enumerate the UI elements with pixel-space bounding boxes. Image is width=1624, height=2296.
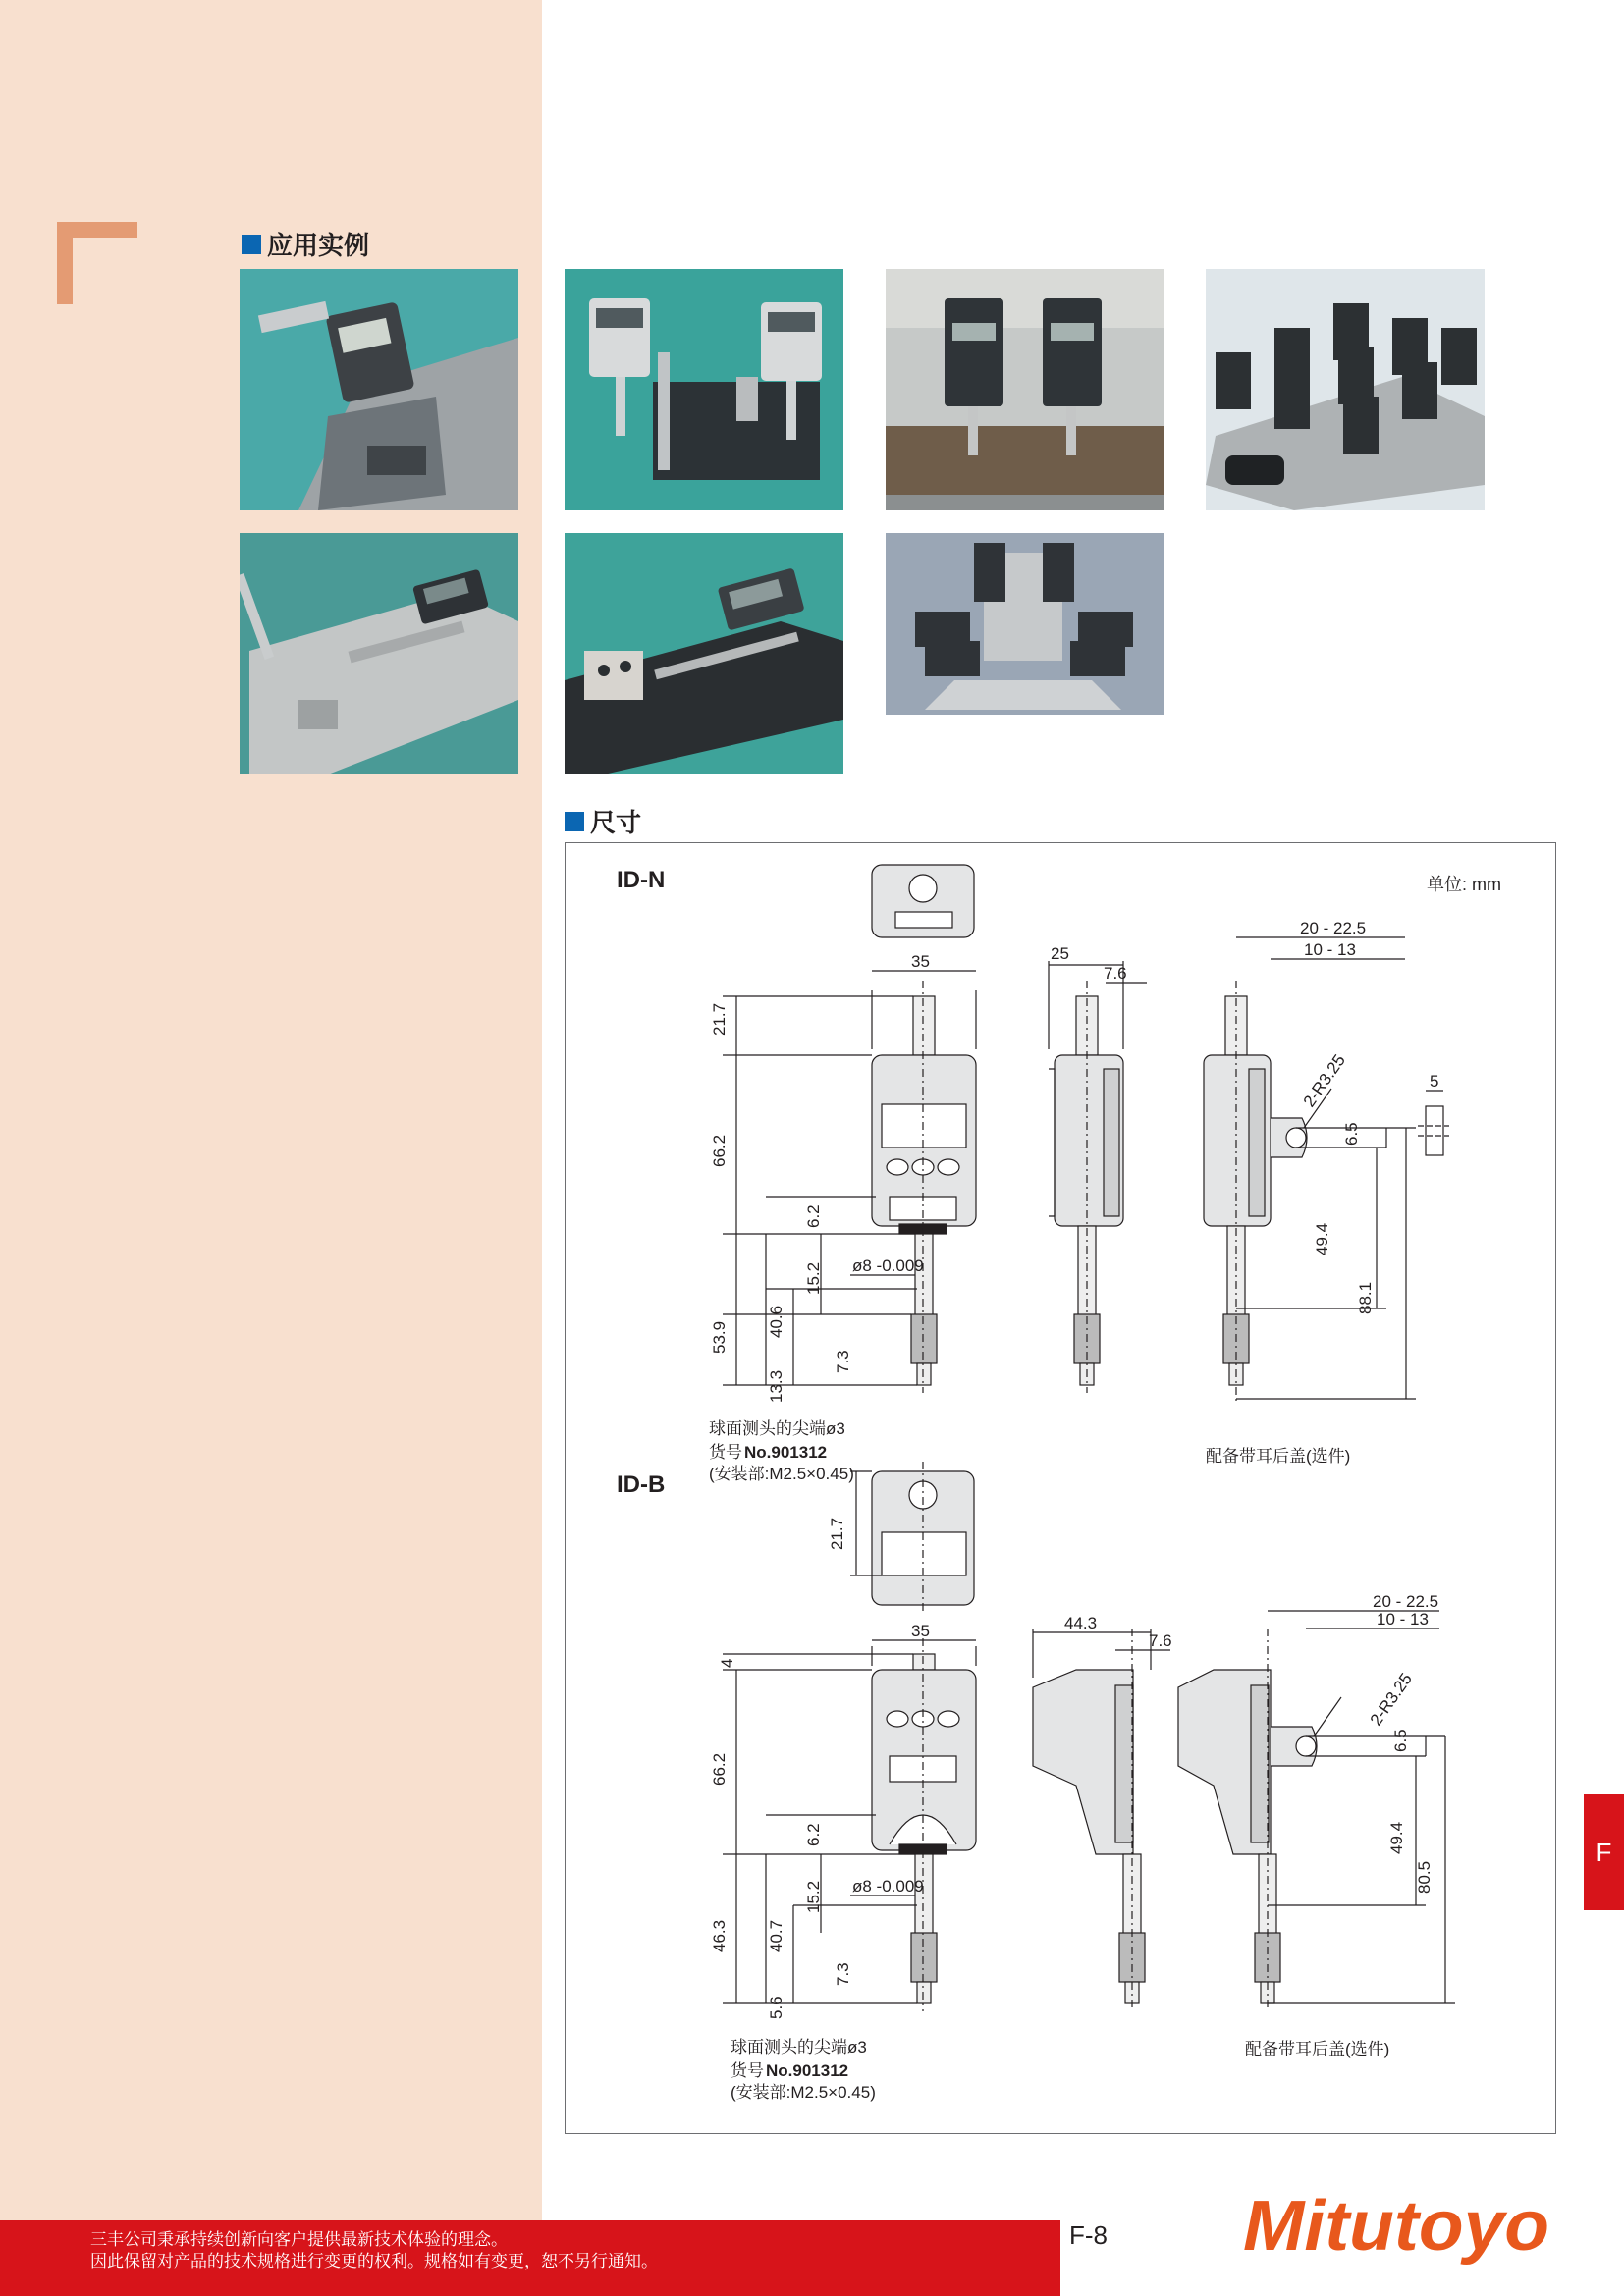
corner-bracket-mark	[57, 222, 137, 304]
applications-heading-text: 应用实例	[267, 231, 370, 260]
model-label-id-n: ID-N	[617, 867, 666, 893]
id-n-front-view	[872, 981, 976, 1393]
id-n-tip-note: 球面测头的尖端ø3	[709, 1419, 845, 1438]
applications-heading	[242, 226, 369, 262]
dim-id-n-5: 5	[1430, 1072, 1439, 1091]
dimensions-heading-text: 尺寸	[590, 808, 642, 837]
id-n-side-view	[1049, 981, 1123, 1393]
footer-disclaimer	[90, 2229, 658, 2272]
dim-id-b-7-3: 7.3	[834, 1962, 852, 1986]
id-b-back-cover-view	[1178, 1629, 1317, 2011]
application-photo-3	[886, 269, 1164, 510]
id-n-back-cover-view	[1204, 981, 1307, 1403]
section-square-icon	[242, 235, 261, 254]
footer-line-1: 三丰公司秉承持续创新向客户提供最新技术体验的理念。	[90, 2230, 508, 2249]
dim-id-n-66-2: 66.2	[710, 1134, 729, 1167]
model-label-id-b: ID-B	[617, 1471, 666, 1498]
dim-id-n-6-2: 6.2	[804, 1204, 823, 1228]
svg-text:Mitutoyo: Mitutoyo	[1243, 2187, 1549, 2266]
dim-id-n-width: 35	[911, 952, 930, 971]
section-square-icon	[565, 812, 584, 831]
technical-drawing	[566, 843, 1555, 2133]
dim-id-n-lug-range2: 10 - 13	[1304, 940, 1356, 959]
unit-label: 单位: mm	[1427, 875, 1501, 894]
dim-id-b-depth2: 7.6	[1149, 1631, 1172, 1650]
dim-id-b-5-6: 5.6	[767, 1996, 785, 2019]
id-n-top-view	[872, 865, 974, 937]
dim-id-b-lug-range1: 20 - 22.5	[1373, 1592, 1439, 1611]
dim-id-n-53-9: 53.9	[710, 1320, 729, 1354]
dim-id-n-21-7: 21.7	[710, 1002, 729, 1036]
dim-id-b-6-5: 6.5	[1391, 1729, 1410, 1752]
id-b-part-no: No.901312	[766, 2061, 849, 2080]
id-b-front-view	[872, 1638, 976, 2011]
dim-id-n-40-6: 40.6	[767, 1305, 785, 1338]
application-photo-1	[240, 269, 518, 510]
section-tab-f: F	[1584, 1794, 1624, 1910]
dimensions-heading	[565, 803, 641, 839]
id-n-part-no: No.901312	[744, 1443, 828, 1462]
application-photo-6	[565, 533, 843, 774]
dim-id-b-80-5: 80.5	[1415, 1860, 1434, 1894]
id-b-back-cover-note: 配备带耳后盖(选件)	[1245, 2040, 1390, 2058]
dim-id-b-49-4: 49.4	[1387, 1821, 1406, 1854]
dim-id-b-46-3: 46.3	[710, 1919, 729, 1952]
dim-id-b-stem-dia: ø8 -0.009	[852, 1877, 924, 1896]
dim-id-n-depth2: 7.6	[1104, 964, 1127, 983]
dimension-drawing-frame	[565, 842, 1556, 2134]
dim-id-b-21-7: 21.7	[828, 1517, 846, 1550]
application-photo-4	[1206, 269, 1485, 510]
application-photo-7	[886, 533, 1164, 715]
id-n-part-prefix: 货号	[709, 1443, 742, 1462]
id-b-part-prefix: 货号	[731, 2061, 764, 2080]
dim-id-n-88-1: 88.1	[1356, 1281, 1375, 1314]
id-b-mount-note: (安装部:M2.5×0.45)	[731, 2083, 876, 2102]
dim-id-b-15-2: 15.2	[804, 1880, 823, 1913]
page-number: F-8	[1069, 2220, 1108, 2250]
id-n-back-cover-note: 配备带耳后盖(选件)	[1206, 1447, 1351, 1466]
dim-id-n-6-5: 6.5	[1342, 1122, 1361, 1146]
dim-id-n-7-3: 7.3	[834, 1350, 852, 1373]
dim-id-n-depth: 25	[1051, 944, 1069, 963]
dim-id-b-6-2: 6.2	[804, 1823, 823, 1846]
dim-id-n-13-3: 13.3	[767, 1369, 785, 1403]
id-b-side-view	[1033, 1629, 1145, 2011]
application-photo-2	[565, 269, 843, 510]
dim-id-b-radius: 2-R3.25	[1366, 1669, 1416, 1730]
dim-id-b-depth: 44.3	[1064, 1614, 1098, 1632]
dim-id-n-15-2: 15.2	[804, 1261, 823, 1295]
dim-id-b-66-2: 66.2	[710, 1752, 729, 1786]
dim-id-b-4: 4	[718, 1658, 736, 1668]
footer-line-2: 因此保留对产品的技术规格进行变更的权利。规格如有变更，恕不另行通知。	[90, 2252, 658, 2270]
dim-id-n-49-4: 49.4	[1313, 1222, 1331, 1255]
application-photo-5	[240, 533, 518, 774]
id-b-tip-note: 球面测头的尖端ø3	[731, 2038, 867, 2056]
mitutoyo-logo	[1243, 2183, 1557, 2266]
id-b-top-view	[872, 1462, 974, 1615]
dim-id-b-width: 35	[911, 1622, 930, 1640]
dim-id-n-radius: 2-R3.25	[1299, 1050, 1349, 1111]
dim-id-b-40-7: 40.7	[767, 1919, 785, 1952]
dim-id-b-lug-range2: 10 - 13	[1377, 1610, 1429, 1629]
dim-id-n-stem-dia: ø8 -0.009	[852, 1256, 924, 1275]
id-n-mount-note: (安装部:M2.5×0.45)	[709, 1465, 854, 1483]
dim-id-n-lug-range1: 20 - 22.5	[1300, 919, 1367, 937]
